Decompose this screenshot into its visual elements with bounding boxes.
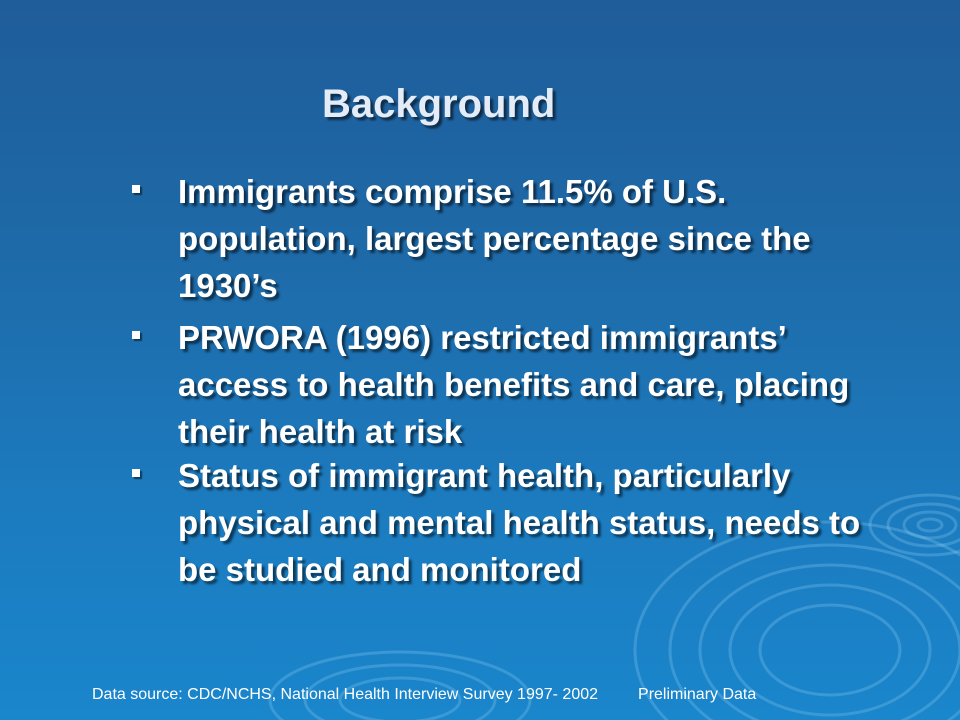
- footer: [92, 686, 756, 704]
- square-bullet-icon: [132, 469, 140, 477]
- bullet-item: [132, 452, 862, 593]
- preliminary-note: Preliminary Data: [638, 686, 757, 703]
- slide-title: Background: [322, 82, 556, 126]
- square-bullet-icon: [132, 185, 140, 193]
- bullet-item: [132, 314, 862, 455]
- bullet-text: Immigrants comprise 11.5% of U.S. population, largest percentage since the 1930’s: [178, 173, 811, 304]
- bullet-text: Status of immigrant health, particularly physical and mental health status, needs to be studied and monitored: [178, 457, 861, 588]
- square-bullet-icon: [132, 331, 140, 339]
- bullet-item: [132, 168, 862, 309]
- data-source-note: Data source: CDC/NCHS, National Health Interview Survey 1997- 2002: [92, 686, 599, 703]
- bullet-text: PRWORA (1996) restricted immigrants’ access to health benefits and care, placing their health at risk: [178, 319, 850, 450]
